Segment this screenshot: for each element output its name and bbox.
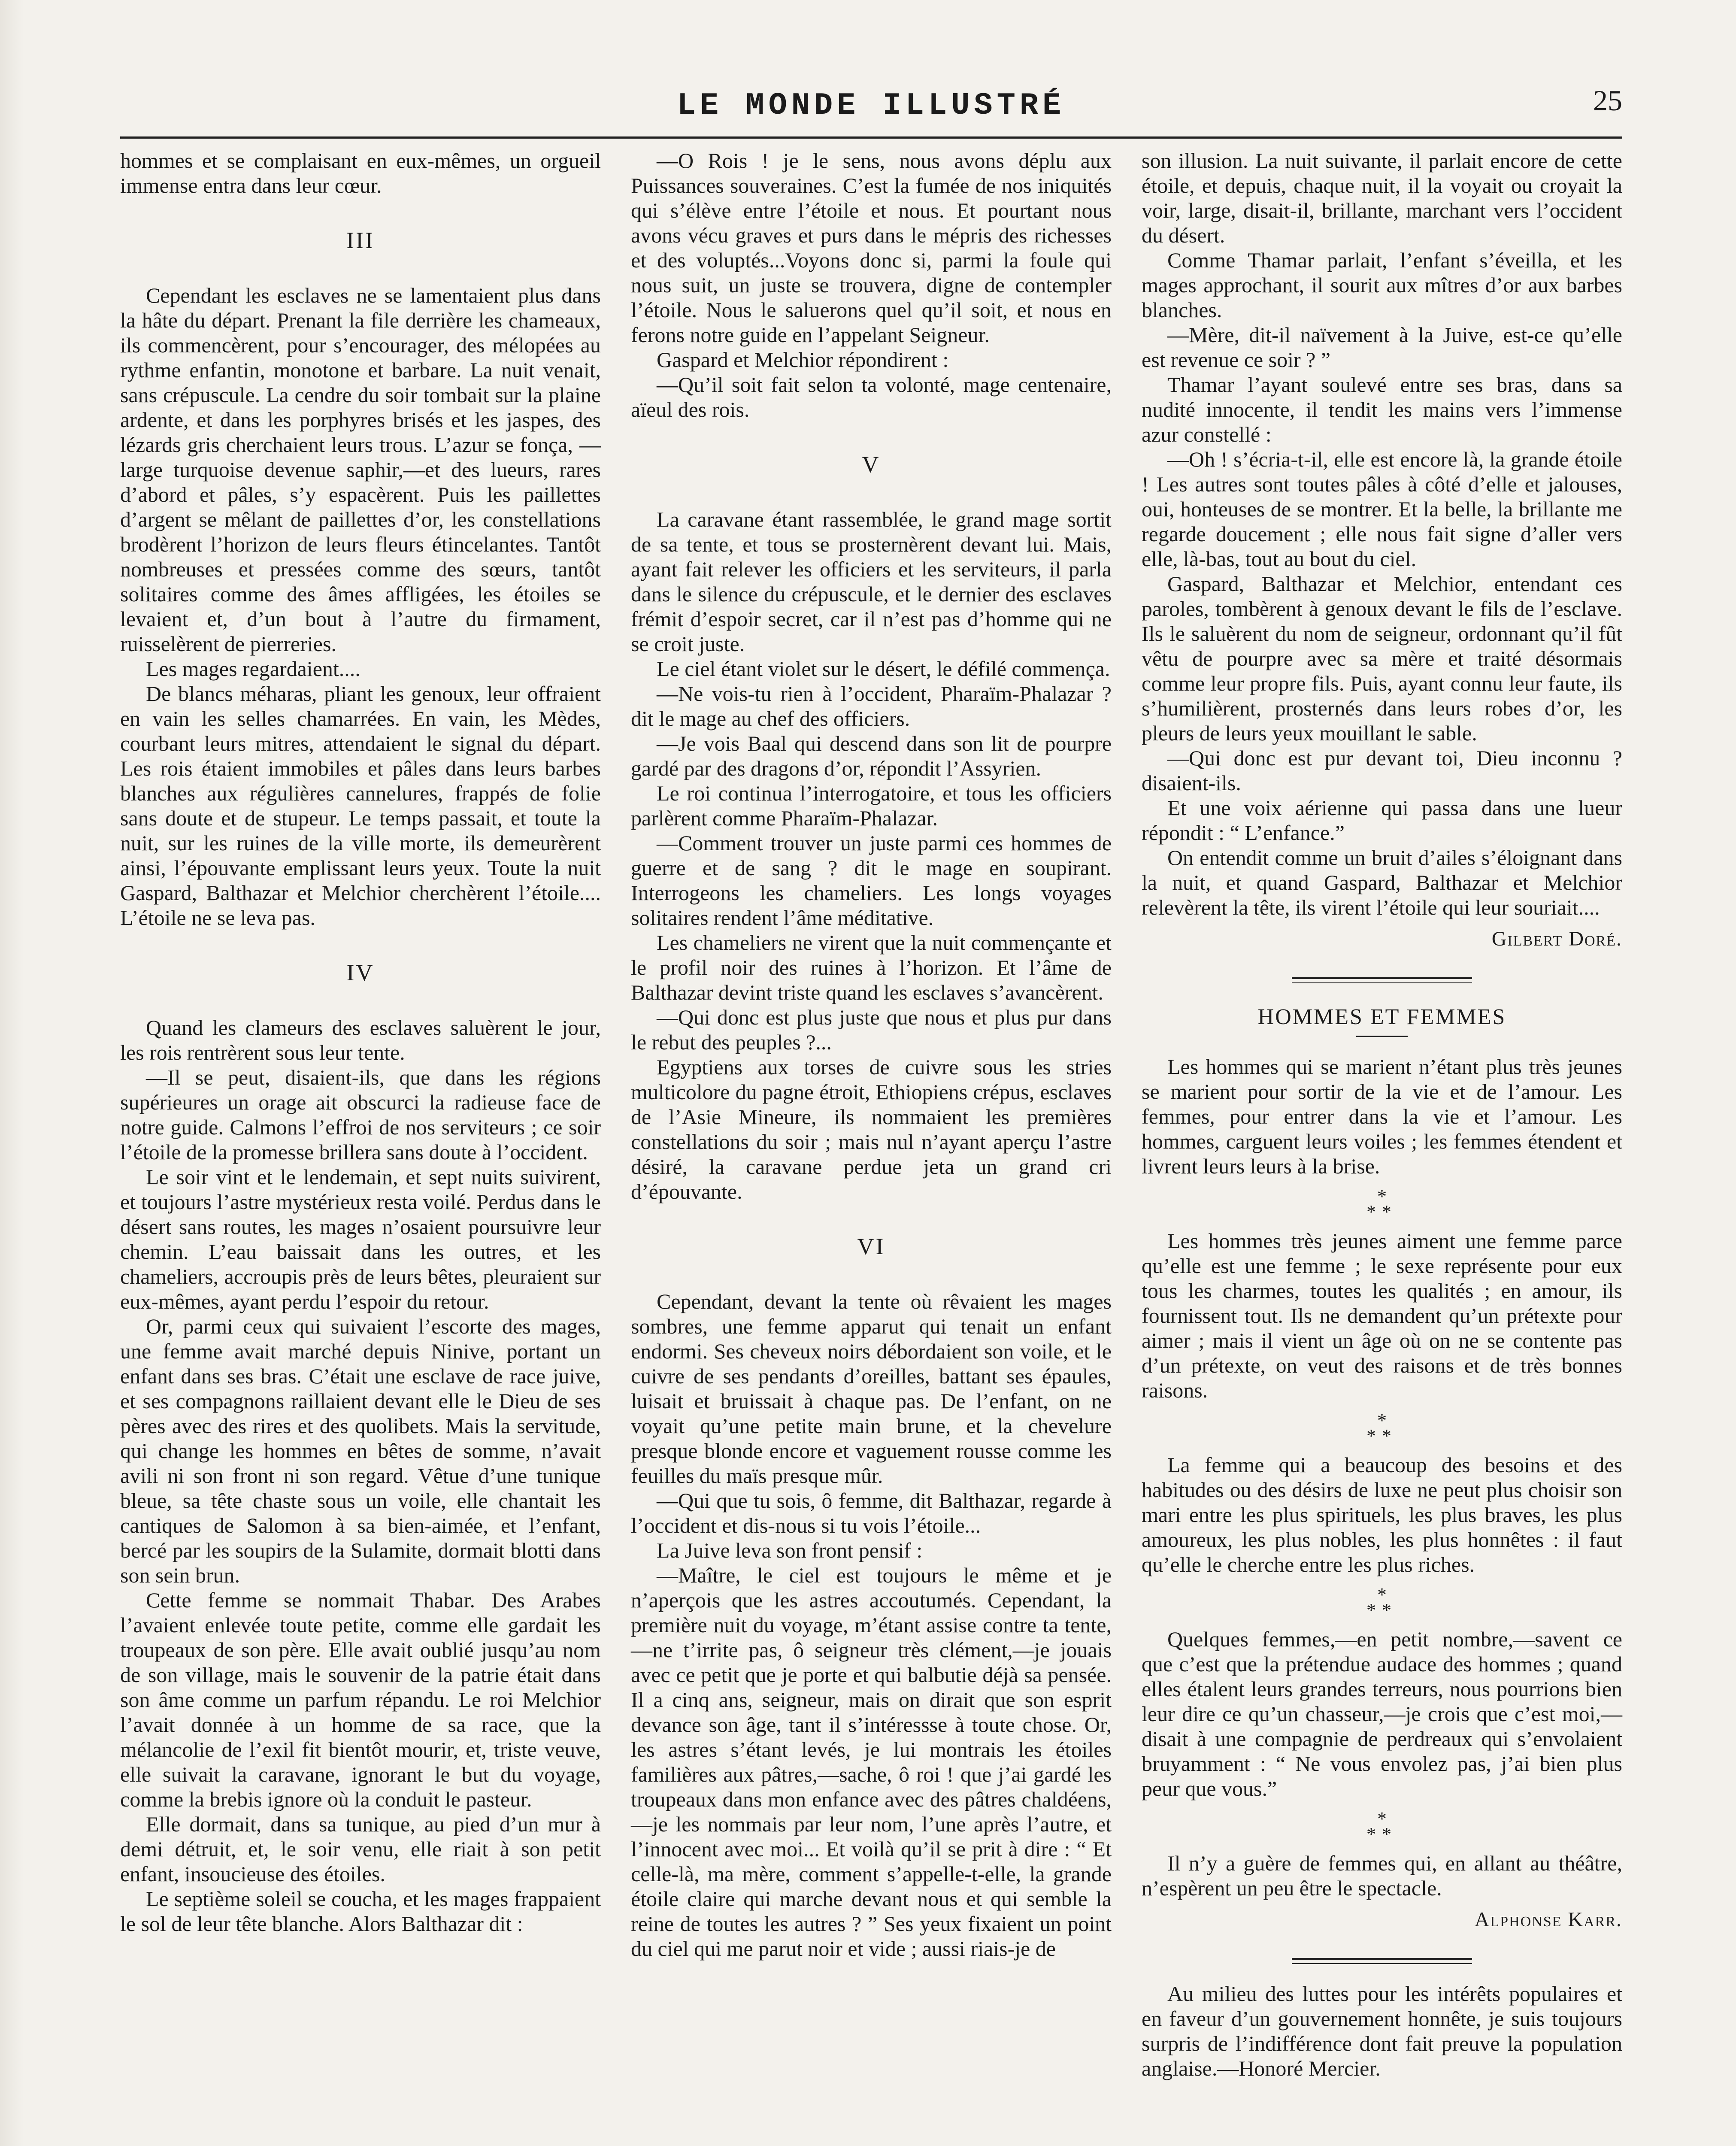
page-edge [0, 0, 24, 2146]
paragraph: Et une voix aérienne qui passa dans une lueur répondit : “ L’enfance.” [1142, 796, 1622, 845]
paragraph: Les hommes qui se marient n’étant plus très jeunes se marient pour sortir de la vie et de l’amour. Les femmes, pour entrer dans la vie et l’amour. Les hommes, carguent leurs voiles ; les femmes étendent et livrent leurs leurs à la brise. [1142, 1055, 1622, 1178]
paragraph: —Maître, le ciel est toujours le même et je n’aperçois que les astres accoutumés. Cependant, la première nuit du voyage, m’étant assise contre ta tente,—ne t’irrite pas, ô seigneur très clément,—je jouais avec ce petit que je porte et qui balbutie déjà sa pensée. Il a cinq ans, seigneur, mais on dirait que son esprit devance son âge, tant il s’intéressse à toute chose. Or, les astres s’étant levés, je lui montrais les étoiles familières aux pâtres,—sache, ô roi ! que j’ai gardé les troupeaux dans mon enfance avec des pâtres chaldéens,—je les nommais par leur nom, l’une après l’autre, et l’innocent avec moi... Et voilà qu’il se prit à dire : “ Et celle-là, ma mère, comment s’appelle-t-elle, la grande étoile claire qui marche devant nous et qui semble la reine de toutes les autres ? ” Ses yeux fixaient un point du ciel qui me parut noir et vide ; aussi riais-je de [631, 1563, 1112, 1961]
paragraph: Gaspard, Balthazar et Melchior, entendant ces paroles, tombèrent à genoux devant le fils de l’esclave. Ils le saluèrent du nom de seigneur, ordonnant qu’il fût vêtu de pourpre avec sa mère et traité désormais comme leur propre fils. Puis, ayant connu leur faute, ils s’humilièrent, prosternés dans leurs robes d’or, les pleurs de leurs yeux mouillant le sable. [1142, 572, 1622, 745]
paragraph: Elle dormait, dans sa tunique, au pied d’un mur à demi détruit, et, le soir venu, elle riait à son petit enfant, insoucieuse des étoiles. [120, 1812, 601, 1886]
paragraph: Gaspard et Melchior répondirent : [657, 348, 949, 372]
section-divider [1292, 1958, 1472, 1964]
paragraph: Au milieu des luttes pour les intérêts populaires et en faveur d’un gouvernement honnête, je suis toujours surpris de l’indifférence dont fait preuve la population anglaise.—Honoré Mercier. [1142, 1982, 1622, 2080]
asterism [1142, 1410, 1622, 1446]
asterism-top: * [1377, 1186, 1387, 1207]
paragraph: —Qui donc est pur devant toi, Dieu inconnu ? disaient-ils. [1142, 746, 1622, 795]
asterism-top: * [1377, 1584, 1387, 1605]
paragraph: Les chameliers ne virent que la nuit commençante et le profil noir des ruines à l’horizon. Et l’âme de Balthazar devint triste quand les esclaves s’avancèrent. [631, 931, 1112, 1004]
paragraph: Thamar l’ayant soulevé entre ses bras, dans sa nudité innocente, il tendit les mains vers l’immense azur constellé : [1142, 373, 1622, 446]
paragraph: Le roi continua l’interrogatoire, et tous les officiers parlèrent comme Pharaïm-Phalazar. [631, 781, 1112, 830]
paragraph: La caravane étant rassemblée, le grand mage sortit de sa tente, et tous se prosternèrent devant lui. Mais, ayant fait relever les officiers et les serviteurs, il parla dans le silence du crépuscule, et le dernier des esclaves frémit d’espoir secret, car il n’est pas d’homme qui ne se croit juste. [631, 507, 1112, 656]
paragraph: Cette femme se nommait Thabar. Des Arabes l’avaient enlevée toute petite, comme elle gardait les troupeaux de son père. Elle avait oublié jusqu’au nom de son village, mais le souvenir de la patrie était dans son âme comme un parfum répandu. Le roi Melchior l’avait donnée à un homme de sa race, que la mélancolie de l’exil fit bientôt mourir, et, triste veuve, elle suivait la caravane, ignorant le but du voyage, comme la brebis ignore où la conduit le pasteur. [120, 1588, 601, 1811]
title-rule [1356, 1036, 1408, 1037]
paragraph: La Juive leva son front pensif : [657, 1538, 923, 1562]
paragraph: Comme Thamar parlait, l’enfant s’éveilla, et les mages approchant, il sourit aux mîtres d’or aux barbes blanches. [1142, 248, 1622, 322]
paragraph: hommes et se complaisant en eux-mêmes, un orgueil immense entra dans leur cœur. [120, 149, 601, 197]
paragraph: —Il se peut, disaient-ils, que dans les régions supérieures un orage ait obscurci la radieuse face de notre guide. Calmons l’effroi de nos serviteurs ; ce soir l’étoile de la promesse brillera sans doute à l’occident. [120, 1065, 601, 1164]
paragraph: —Qui donc est plus juste que nous et plus pur dans le rebut des peuples ?... [631, 1005, 1112, 1054]
masthead [120, 84, 1622, 131]
asterism [1142, 1584, 1622, 1621]
asterism-top: * [1377, 1808, 1387, 1829]
section-heading-v: V [862, 452, 881, 477]
section-title: HOMMES ET FEMMES [1257, 1005, 1506, 1029]
paragraph: La femme qui a beaucoup des besoins et des habitudes ou des désirs de luxe ne peut plus choisir son mari entre les plus spirituels, les plus braves, les plus amoureux, les plus nobles, les plus honnêtes : il faut qu’elle le cherche entre les plus riches. [1142, 1453, 1622, 1576]
paragraph: Le soir vint et le lendemain, et sept nuits suivirent, et toujours l’astre mystérieux resta voilé. Perdus dans le désert sans routes, les mages n’osaient poursuivre leur chemin. L’eau baissait dans les outres, et les chameliers, accroupis près de leurs bêtes, pleuraient sur eux-mêmes, ayant perdu l’espoir du retour. [120, 1165, 601, 1313]
paragraph: Egyptiens aux torses de cuivre sous les stries multicolore du pagne étroit, Ethiopiens crépus, esclaves de l’Asie Mineure, ils nommaient les premières constellations du soir ; mais nul n’ayant aperçu l’astre désiré, la caravane perdue jeta un grand cri d’épouvante. [631, 1055, 1112, 1203]
masthead-rule [120, 136, 1622, 139]
paragraph: Il n’y a guère de femmes qui, en allant au théâtre, n’espèrent un peu être le spectacle. [1142, 1851, 1622, 1900]
paragraph: De blancs méharas, pliant les genoux, leur offraient en vain les selles chamarrées. En vain, les Mèdes, courbant leurs mitres, attendaient le signal du départ. Les rois étaient immobiles et pâles dans leurs barbes blanches aux régulières cannelures, frappés de folie sans doute et de stupeur. Le temps passait, et toute la nuit, sur les ruines de la ville morte, ils demeurèrent ainsi, l’épouvante emplissant leurs yeux. Toute la nuit Gaspard, Balthazar et Melchior cherchèrent l’étoile.... L’étoile ne se leva pas. [120, 682, 601, 930]
paragraph: On entendit comme un bruit d’ailes s’éloignant dans la nuit, et quand Gaspard, Balthazar et Melchior relevèrent la tête, ils virent l’étoile qui leur souriait.... [1142, 846, 1622, 919]
column-1 [120, 148, 601, 1936]
paragraph: Cependant, devant la tente où rêvaient les mages sombres, une femme apparut qui tenait un enfant endormi. Ses cheveux noirs débordaient son voile, et le cuivre de ses pendants d’oreilles, battant ses épaules, luisait et bruissait à chaque pas. De l’enfant, on ne voyait qu’une petite main brune, et la chevelure presque blonde encore et vaguement rousse comme les feuilles du maïs presque mûr. [631, 1289, 1112, 1488]
asterism-bottom: ** [1366, 1600, 1397, 1621]
paragraph: Cependant les esclaves ne se lamentaient plus dans la hâte du départ. Prenant la file derrière les chameaux, ils commencèrent, pour s’encourager, des mélopées au rythme enfantin, monotone et barbare. La nuit venait, sans crépuscule. La cendre du soir tombait sur la plaine ardente, et dans les porphyres brisés et les jaspes, des lézards gris cherchaient leurs trous. L’azur se fonça, — large turquoise devenue saphir,—et des lueurs, rares d’abord et pâles, s’y espacèrent. Puis les paillettes d’argent se mêlant de paillettes d’or, les constellations brodèrent l’horizon de leurs fleurs étincelantes. Tantôt nombreuses et pressées comme des sœurs, tantôt solitaires comme des âmes affligées, les étoiles se levaient et, d’un bout à l’autre du firmament, ruisselèrent de pierreries. [120, 283, 601, 656]
asterism-bottom: ** [1366, 1425, 1397, 1446]
author-signature: Gilbert Doré. [1491, 928, 1622, 950]
section-heading-iv: IV [346, 960, 375, 985]
page-number: 25 [1593, 84, 1622, 117]
asterism-bottom: ** [1366, 1201, 1397, 1222]
author-signature: Alphonse Karr. [1474, 1908, 1622, 1931]
paragraph: Le septième soleil se coucha, et les mages frappaient le sol de leur tête blanche. Alors Balthazar dit : [120, 1887, 601, 1936]
paragraph: Quelques femmes,—en petit nombre,—savent ce que c’est que la prétendue audace des hommes ; quand elles étalent leurs grandes terreurs, nous pourrions bien leur dire ce qu’un chasseur,—je crois que c’est moi,—disait à une compagnie de perdreaux qui s’envolaient bruyamment : “ Ne vous envolez pas, j’ai bien plus peur que vous.” [1142, 1627, 1622, 1800]
paragraph: —Oh ! s’écria-t-il, elle est encore là, la grande étoile ! Les autres sont toutes pâles à côté d’elle et jalouses, oui, honteuses de se montrer. Et la belle, la brillante me regarde doucement ; elle nous fait signe d’aller vers elle, là-bas, tout au bout du ciel. [1142, 447, 1622, 571]
paragraph: Les hommes très jeunes aiment une femme parce qu’elle est une femme ; le sexe représente pour eux tous les charmes, toutes les qualités ; en amour, ils fournissent tout. Ils ne demandent qu’un prétexte pour aimer ; mais il vient un âge où on ne se contente pas d’un prétexte, on veut des raisons et de très bonnes raisons. [1142, 1229, 1622, 1402]
asterism [1142, 1186, 1622, 1222]
paragraph: —Ne vois-tu rien à l’occident, Pharaïm-Phalazar ? dit le mage au chef des officiers. [631, 682, 1112, 730]
paragraph: —Qui que tu sois, ô femme, dit Balthazar, regarde à l’occident et dis-nous si tu vois l’étoile... [631, 1488, 1112, 1537]
paragraph: —O Rois ! je le sens, nous avons déplu aux Puissances souveraines. C’est la fumée de nos iniquités qui s’élève entre l’étoile et nous. Et pourtant nous avons vécu graves et purs dans le mépris des richesses et des voluptés...Voyons donc si, parmi la foule qui nous suit, un juste se trouvera, digne de contempler l’étoile. Nous le saluerons quel qu’il soit, et nous en ferons notre guide en l’appelant Seigneur. [631, 149, 1112, 347]
section-heading-vi: VI [857, 1234, 885, 1259]
paragraph: Or, parmi ceux qui suivaient l’escorte des mages, une femme avait marché depuis Ninive, portant un enfant dans ses bras. C’était une esclave de race juive, et ses compagnons raillaient devant elle le Dieu de ses pères avec des rires et des quolibets. Mais la servitude, qui change les hommes en bêtes de somme, n’avait avili ni son front ni son regard. Vêtue d’une tunique bleue, sa tête chaste sous un voile, elle chantait les cantiques de Salomon à sa bien-aimée, et l’enfant, bercé par les soupirs de la Sulamite, dormait blotti dans son sein brun. [120, 1314, 601, 1587]
paragraph: Quand les clameurs des esclaves saluèrent le jour, les rois rentrèrent sous leur tente. [120, 1015, 601, 1064]
asterism [1142, 1808, 1622, 1845]
masthead-title: LE MONDE ILLUSTRÉ [677, 88, 1066, 123]
asterism-top: * [1377, 1410, 1387, 1431]
section-divider [1292, 977, 1472, 983]
paragraph: —Mère, dit-il naïvement à la Juive, est-ce qu’elle est revenue ce soir ? ” [1142, 323, 1622, 372]
paragraph: son illusion. La nuit suivante, il parlait encore de cette étoile, et depuis, chaque nuit, il la voyait ou croyait la voir, large, disait-il, brillante, marchant vers l’occident du désert. [1142, 149, 1622, 247]
paragraph: Le ciel étant violet sur le désert, le défilé commença. [657, 657, 1110, 681]
asterism-bottom: ** [1366, 1824, 1397, 1845]
paragraph: —Qu’il soit fait selon ta volonté, mage centenaire, aïeul des rois. [631, 373, 1112, 421]
paragraph: —Je vois Baal qui descend dans son lit de pourpre gardé par des dragons d’or, répondit l’Assyrien. [631, 731, 1112, 780]
paragraph: Les mages regardaient.... [146, 657, 361, 681]
paragraph: —Comment trouver un juste parmi ces hommes de guerre et de sang ? dit le mage en soupirant. Interrogeons les chameliers. Les longs voyages solitaires rendent l’âme méditative. [631, 831, 1112, 930]
section-heading-iii: III [346, 227, 375, 253]
column-3 [1142, 148, 1622, 2081]
column-2 [631, 148, 1112, 1961]
